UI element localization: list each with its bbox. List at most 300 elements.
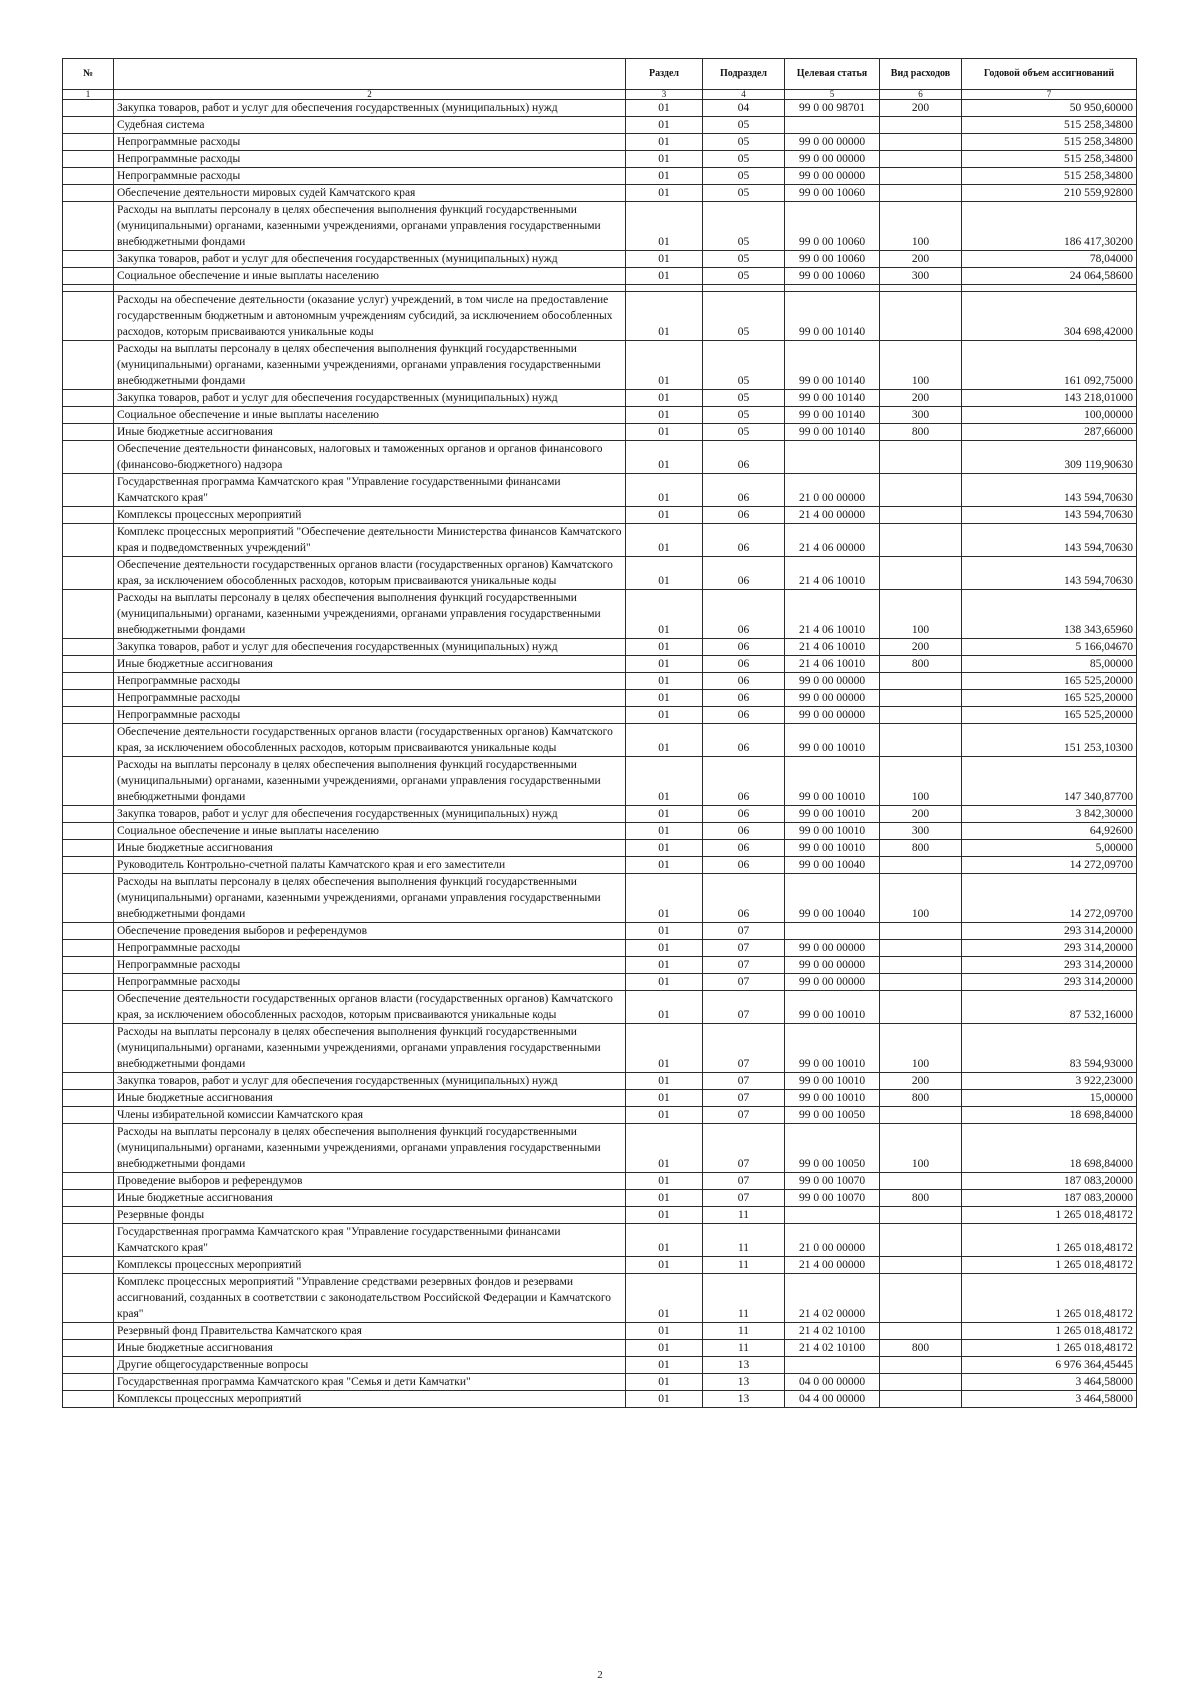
row-num-cell [63, 390, 114, 407]
row-vid-cell [880, 1274, 962, 1323]
row-target-cell: 99 0 00 10060 [785, 202, 880, 251]
row-name-cell: Иные бюджетные ассигнования [114, 1090, 626, 1107]
row-num-cell [63, 991, 114, 1024]
row-target-cell: 21 4 06 10010 [785, 557, 880, 590]
row-name-cell: Социальное обеспечение и иные выплаты населению [114, 268, 626, 285]
row-vid-cell [880, 441, 962, 474]
row-podrazdel-cell: 05 [703, 407, 785, 424]
row-num-cell [63, 151, 114, 168]
row-razdel-cell: 01 [626, 251, 703, 268]
row-name-cell: Непрограммные расходы [114, 168, 626, 185]
table-row [63, 1173, 1137, 1190]
row-target-cell [785, 1207, 880, 1224]
row-vid-cell [880, 507, 962, 524]
table-row [63, 1340, 1137, 1357]
row-amount-cell: 5 166,04670 [962, 639, 1137, 656]
row-name-cell: Непрограммные расходы [114, 690, 626, 707]
row-num-cell [63, 673, 114, 690]
table-row [63, 341, 1137, 390]
row-name-cell: Непрограммные расходы [114, 673, 626, 690]
table-row [63, 823, 1137, 840]
row-num-cell [63, 1274, 114, 1323]
row-vid-cell: 100 [880, 1124, 962, 1173]
table-row [63, 1391, 1137, 1408]
table-row [63, 639, 1137, 656]
table-row [63, 1257, 1137, 1274]
row-vid-cell [880, 707, 962, 724]
table-row [63, 407, 1137, 424]
row-num-cell [63, 874, 114, 923]
row-vid-cell [880, 292, 962, 341]
row-amount-cell: 24 064,58600 [962, 268, 1137, 285]
row-num-cell [63, 806, 114, 823]
row-name-cell: Иные бюджетные ассигнования [114, 840, 626, 857]
row-name-cell: Непрограммные расходы [114, 940, 626, 957]
table-body [63, 59, 1137, 1408]
row-num-cell [63, 1257, 114, 1274]
row-vid-cell [880, 1257, 962, 1274]
row-name-cell: Руководитель Контрольно-счетной палаты Камчатского края и его заместители [114, 857, 626, 874]
row-num-cell [63, 1024, 114, 1073]
row-num-cell [63, 251, 114, 268]
table-row [63, 1124, 1137, 1173]
row-num-cell [63, 202, 114, 251]
row-podrazdel-cell: 04 [703, 100, 785, 117]
column-index-cell: 1 [63, 90, 114, 100]
table-row [63, 840, 1137, 857]
row-amount-cell: 3 842,30000 [962, 806, 1137, 823]
table-row [63, 1224, 1137, 1257]
row-name-cell: Иные бюджетные ассигнования [114, 1340, 626, 1357]
table-row [63, 1090, 1137, 1107]
row-razdel-cell: 01 [626, 474, 703, 507]
row-razdel-cell: 01 [626, 424, 703, 441]
row-razdel-cell: 01 [626, 441, 703, 474]
row-name-cell: Непрограммные расходы [114, 974, 626, 991]
row-podrazdel-cell: 07 [703, 1190, 785, 1207]
spacer-cell [962, 285, 1137, 292]
row-razdel-cell: 01 [626, 991, 703, 1024]
row-amount-cell: 143 594,70630 [962, 474, 1137, 507]
row-razdel-cell: 01 [626, 974, 703, 991]
table-header-row [63, 59, 1137, 90]
row-vid-cell: 100 [880, 757, 962, 806]
row-podrazdel-cell: 06 [703, 590, 785, 639]
row-amount-cell: 3 922,23000 [962, 1073, 1137, 1090]
row-amount-cell: 143 594,70630 [962, 507, 1137, 524]
table-row [63, 424, 1137, 441]
row-vid-cell [880, 940, 962, 957]
row-target-cell: 21 4 06 00000 [785, 524, 880, 557]
row-name-cell: Комплексы процессных мероприятий [114, 1257, 626, 1274]
table-row [63, 940, 1137, 957]
column-index-cell: 3 [626, 90, 703, 100]
row-razdel-cell: 01 [626, 1190, 703, 1207]
row-num-cell [63, 974, 114, 991]
row-name-cell: Государственная программа Камчатского края "Управление государственными финансами Камчатского края" [114, 474, 626, 507]
row-num-cell [63, 590, 114, 639]
row-vid-cell [880, 1374, 962, 1391]
row-amount-cell: 18 698,84000 [962, 1107, 1137, 1124]
row-vid-cell: 800 [880, 424, 962, 441]
row-target-cell: 99 0 00 00000 [785, 690, 880, 707]
table-row [63, 707, 1137, 724]
row-razdel-cell: 01 [626, 1073, 703, 1090]
table-row [63, 390, 1137, 407]
row-podrazdel-cell: 06 [703, 757, 785, 806]
table-row [63, 923, 1137, 940]
row-podrazdel-cell: 06 [703, 823, 785, 840]
table-row [63, 1107, 1137, 1124]
row-num-cell [63, 1340, 114, 1357]
header-vid: Вид расходов [880, 59, 962, 90]
row-amount-cell: 293 314,20000 [962, 974, 1137, 991]
row-razdel-cell: 01 [626, 341, 703, 390]
row-razdel-cell: 01 [626, 1090, 703, 1107]
row-vid-cell: 200 [880, 100, 962, 117]
row-name-cell: Непрограммные расходы [114, 707, 626, 724]
row-amount-cell: 100,00000 [962, 407, 1137, 424]
row-razdel-cell: 01 [626, 1124, 703, 1173]
row-podrazdel-cell: 11 [703, 1274, 785, 1323]
row-razdel-cell: 01 [626, 1340, 703, 1357]
row-vid-cell: 100 [880, 202, 962, 251]
table-row [63, 168, 1137, 185]
row-razdel-cell: 01 [626, 590, 703, 639]
row-vid-cell: 200 [880, 806, 962, 823]
header-num: № [63, 59, 114, 90]
row-num-cell [63, 134, 114, 151]
row-num-cell [63, 1207, 114, 1224]
row-target-cell: 99 0 00 10140 [785, 292, 880, 341]
row-name-cell: Резервный фонд Правительства Камчатского края [114, 1323, 626, 1340]
table-row [63, 507, 1137, 524]
row-amount-cell: 87 532,16000 [962, 991, 1137, 1024]
row-razdel-cell: 01 [626, 507, 703, 524]
row-name-cell: Расходы на выплаты персоналу в целях обеспечения выполнения функций государственными (муниципальными) органами, казенными учреждениями, органами управления государственными внебюджетными фондами [114, 590, 626, 639]
row-amount-cell: 3 464,58000 [962, 1391, 1137, 1408]
row-name-cell: Резервные фонды [114, 1207, 626, 1224]
row-podrazdel-cell: 06 [703, 557, 785, 590]
row-name-cell: Иные бюджетные ассигнования [114, 1190, 626, 1207]
row-vid-cell [880, 1107, 962, 1124]
row-amount-cell: 1 265 018,48172 [962, 1257, 1137, 1274]
row-num-cell [63, 524, 114, 557]
table-row [63, 957, 1137, 974]
row-podrazdel-cell: 05 [703, 268, 785, 285]
table-row [63, 524, 1137, 557]
table-row [63, 202, 1137, 251]
row-amount-cell: 147 340,87700 [962, 757, 1137, 806]
row-num-cell [63, 923, 114, 940]
row-razdel-cell: 01 [626, 806, 703, 823]
row-name-cell: Социальное обеспечение и иные выплаты населению [114, 407, 626, 424]
row-amount-cell: 85,00000 [962, 656, 1137, 673]
header-volume: Годовой объем ассигнований [962, 59, 1137, 90]
row-amount-cell: 287,66000 [962, 424, 1137, 441]
row-vid-cell: 800 [880, 1090, 962, 1107]
row-amount-cell: 14 272,09700 [962, 874, 1137, 923]
row-vid-cell: 100 [880, 874, 962, 923]
row-target-cell: 99 0 00 10010 [785, 806, 880, 823]
spacer-cell [114, 285, 626, 292]
row-razdel-cell: 01 [626, 707, 703, 724]
table-row [63, 1024, 1137, 1073]
row-razdel-cell: 01 [626, 168, 703, 185]
row-podrazdel-cell: 06 [703, 724, 785, 757]
spacer-cell [785, 285, 880, 292]
row-target-cell: 99 0 00 10010 [785, 1090, 880, 1107]
row-amount-cell: 64,92600 [962, 823, 1137, 840]
table-row [63, 251, 1137, 268]
row-num-cell [63, 1357, 114, 1374]
row-razdel-cell: 01 [626, 1323, 703, 1340]
row-target-cell: 99 0 00 00000 [785, 940, 880, 957]
row-podrazdel-cell: 11 [703, 1323, 785, 1340]
budget-table-sheet [62, 58, 1136, 1408]
row-amount-cell: 161 092,75000 [962, 341, 1137, 390]
row-podrazdel-cell: 13 [703, 1374, 785, 1391]
row-num-cell [63, 823, 114, 840]
row-vid-cell: 100 [880, 590, 962, 639]
row-razdel-cell: 01 [626, 656, 703, 673]
row-razdel-cell: 01 [626, 724, 703, 757]
row-name-cell: Комплексы процессных мероприятий [114, 507, 626, 524]
row-podrazdel-cell: 06 [703, 690, 785, 707]
row-vid-cell [880, 1391, 962, 1408]
row-vid-cell: 200 [880, 390, 962, 407]
table-row [63, 1374, 1137, 1391]
row-name-cell: Расходы на выплаты персоналу в целях обеспечения выполнения функций государственными (муниципальными) органами, казенными учреждениями, органами управления государственными внебюджетными фондами [114, 757, 626, 806]
spacer-cell [626, 285, 703, 292]
row-name-cell: Судебная система [114, 117, 626, 134]
table-row [63, 117, 1137, 134]
row-podrazdel-cell: 07 [703, 923, 785, 940]
row-amount-cell: 293 314,20000 [962, 940, 1137, 957]
row-razdel-cell: 01 [626, 1224, 703, 1257]
row-razdel-cell: 01 [626, 1207, 703, 1224]
row-vid-cell [880, 857, 962, 874]
row-target-cell: 99 0 00 10010 [785, 1024, 880, 1073]
row-target-cell: 99 0 00 00000 [785, 974, 880, 991]
row-target-cell: 99 0 00 10060 [785, 185, 880, 202]
row-vid-cell [880, 690, 962, 707]
row-podrazdel-cell: 06 [703, 673, 785, 690]
row-razdel-cell: 01 [626, 268, 703, 285]
row-razdel-cell: 01 [626, 151, 703, 168]
row-vid-cell: 800 [880, 1190, 962, 1207]
row-razdel-cell: 01 [626, 407, 703, 424]
row-name-cell: Закупка товаров, работ и услуг для обеспечения государственных (муниципальных) нужд [114, 806, 626, 823]
row-podrazdel-cell: 11 [703, 1224, 785, 1257]
row-razdel-cell: 01 [626, 639, 703, 656]
row-podrazdel-cell: 06 [703, 656, 785, 673]
header-podrazdel: Подраздел [703, 59, 785, 90]
row-name-cell: Комплекс процессных мероприятий "Управление средствами резервных фондов и резервами ассигнований, созданных в соответствии с законодательством Российской Федерации и Камчатского края" [114, 1274, 626, 1323]
row-razdel-cell: 01 [626, 874, 703, 923]
row-target-cell: 99 0 00 10010 [785, 991, 880, 1024]
row-num-cell [63, 100, 114, 117]
row-razdel-cell: 01 [626, 757, 703, 806]
row-target-cell: 99 0 00 10140 [785, 390, 880, 407]
row-target-cell: 99 0 00 00000 [785, 673, 880, 690]
row-razdel-cell: 01 [626, 100, 703, 117]
row-vid-cell: 800 [880, 1340, 962, 1357]
row-name-cell: Иные бюджетные ассигнования [114, 656, 626, 673]
row-podrazdel-cell: 06 [703, 874, 785, 923]
table-row [63, 292, 1137, 341]
row-num-cell [63, 724, 114, 757]
row-amount-cell: 1 265 018,48172 [962, 1207, 1137, 1224]
row-razdel-cell: 01 [626, 1024, 703, 1073]
row-amount-cell: 1 265 018,48172 [962, 1274, 1137, 1323]
row-name-cell: Государственная программа Камчатского края "Семья и дети Камчатки" [114, 1374, 626, 1391]
row-num-cell [63, 1323, 114, 1340]
row-name-cell: Расходы на выплаты персоналу в целях обеспечения выполнения функций государственными (муниципальными) органами, казенными учреждениями, органами управления государственными внебюджетными фондами [114, 341, 626, 390]
row-amount-cell: 15,00000 [962, 1090, 1137, 1107]
header-name [114, 59, 626, 90]
row-podrazdel-cell: 13 [703, 1357, 785, 1374]
row-target-cell: 21 0 00 00000 [785, 1224, 880, 1257]
row-target-cell: 99 0 00 98701 [785, 100, 880, 117]
row-podrazdel-cell: 06 [703, 857, 785, 874]
row-num-cell [63, 268, 114, 285]
row-vid-cell: 200 [880, 251, 962, 268]
table-row [63, 151, 1137, 168]
row-num-cell [63, 840, 114, 857]
table-row [63, 1207, 1137, 1224]
row-target-cell: 99 0 00 10060 [785, 251, 880, 268]
row-razdel-cell: 01 [626, 857, 703, 874]
row-amount-cell: 14 272,09700 [962, 857, 1137, 874]
row-amount-cell: 1 265 018,48172 [962, 1340, 1137, 1357]
row-razdel-cell: 01 [626, 524, 703, 557]
row-podrazdel-cell: 06 [703, 441, 785, 474]
spacer-cell [880, 285, 962, 292]
row-num-cell [63, 441, 114, 474]
row-num-cell [63, 341, 114, 390]
spacer-row [63, 285, 1137, 292]
row-razdel-cell: 01 [626, 690, 703, 707]
row-razdel-cell: 01 [626, 823, 703, 840]
row-name-cell: Социальное обеспечение и иные выплаты населению [114, 823, 626, 840]
row-vid-cell [880, 168, 962, 185]
spacer-cell [63, 285, 114, 292]
row-amount-cell: 1 265 018,48172 [962, 1323, 1137, 1340]
row-amount-cell: 1 265 018,48172 [962, 1224, 1137, 1257]
row-podrazdel-cell: 05 [703, 390, 785, 407]
row-vid-cell: 100 [880, 341, 962, 390]
row-vid-cell [880, 474, 962, 507]
row-amount-cell: 309 119,90630 [962, 441, 1137, 474]
row-name-cell: Обеспечение деятельности государственных органов власти (государственных органов) Камчатского края, за исключением обособленных расходов, которым присваиваются уникальные коды [114, 557, 626, 590]
row-podrazdel-cell: 06 [703, 507, 785, 524]
row-target-cell: 99 0 00 10070 [785, 1173, 880, 1190]
row-podrazdel-cell: 06 [703, 524, 785, 557]
row-amount-cell: 515 258,34800 [962, 168, 1137, 185]
row-name-cell: Обеспечение деятельности государственных органов власти (государственных органов) Камчатского края, за исключением обособленных расходов, которым присваиваются уникальные коды [114, 724, 626, 757]
row-vid-cell: 300 [880, 268, 962, 285]
row-amount-cell: 515 258,34800 [962, 134, 1137, 151]
row-name-cell: Члены избирательной комиссии Камчатского края [114, 1107, 626, 1124]
row-target-cell: 21 0 00 00000 [785, 474, 880, 507]
row-target-cell: 21 4 02 10100 [785, 1340, 880, 1357]
row-vid-cell: 800 [880, 840, 962, 857]
row-target-cell: 04 4 00 00000 [785, 1391, 880, 1408]
row-podrazdel-cell: 05 [703, 185, 785, 202]
row-vid-cell [880, 117, 962, 134]
row-vid-cell [880, 724, 962, 757]
row-target-cell: 99 0 00 00000 [785, 151, 880, 168]
table-row [63, 673, 1137, 690]
row-amount-cell: 187 083,20000 [962, 1190, 1137, 1207]
row-name-cell: Комплекс процессных мероприятий "Обеспечение деятельности Министерства финансов Камчатского края и подведомственных учреждений" [114, 524, 626, 557]
row-num-cell [63, 1374, 114, 1391]
header-razdel: Раздел [626, 59, 703, 90]
table-row [63, 185, 1137, 202]
row-podrazdel-cell: 05 [703, 134, 785, 151]
row-podrazdel-cell: 06 [703, 840, 785, 857]
row-podrazdel-cell: 13 [703, 1391, 785, 1408]
row-target-cell: 04 0 00 00000 [785, 1374, 880, 1391]
row-num-cell [63, 168, 114, 185]
row-target-cell: 99 0 00 10010 [785, 823, 880, 840]
row-name-cell: Обеспечение деятельности государственных органов власти (государственных органов) Камчатского края, за исключением обособленных расходов, которым присваиваются уникальные коды [114, 991, 626, 1024]
row-podrazdel-cell: 07 [703, 940, 785, 957]
row-name-cell: Расходы на выплаты персоналу в целях обеспечения выполнения функций государственными (муниципальными) органами, казенными учреждениями, органами управления государственными внебюджетными фондами [114, 1124, 626, 1173]
row-target-cell: 21 4 06 10010 [785, 639, 880, 656]
row-razdel-cell: 01 [626, 202, 703, 251]
row-podrazdel-cell: 06 [703, 474, 785, 507]
row-target-cell: 99 0 00 10010 [785, 724, 880, 757]
row-amount-cell: 3 464,58000 [962, 1374, 1137, 1391]
row-num-cell [63, 1224, 114, 1257]
row-target-cell: 99 0 00 10010 [785, 1073, 880, 1090]
row-vid-cell: 100 [880, 1024, 962, 1073]
row-podrazdel-cell: 07 [703, 1124, 785, 1173]
row-name-cell: Закупка товаров, работ и услуг для обеспечения государственных (муниципальных) нужд [114, 1073, 626, 1090]
row-razdel-cell: 01 [626, 1374, 703, 1391]
row-name-cell: Закупка товаров, работ и услуг для обеспечения государственных (муниципальных) нужд [114, 251, 626, 268]
row-vid-cell [880, 524, 962, 557]
row-amount-cell: 151 253,10300 [962, 724, 1137, 757]
table-row [63, 1190, 1137, 1207]
row-target-cell: 99 0 00 10040 [785, 874, 880, 923]
row-vid-cell [880, 991, 962, 1024]
row-num-cell [63, 185, 114, 202]
row-vid-cell: 800 [880, 656, 962, 673]
table-row [63, 656, 1137, 673]
row-razdel-cell: 01 [626, 1173, 703, 1190]
table-row [63, 874, 1137, 923]
row-vid-cell [880, 557, 962, 590]
row-name-cell: Непрограммные расходы [114, 957, 626, 974]
page-number: 2 [597, 1669, 603, 1681]
row-amount-cell: 50 950,60000 [962, 100, 1137, 117]
row-amount-cell: 18 698,84000 [962, 1124, 1137, 1173]
row-vid-cell [880, 1173, 962, 1190]
row-target-cell: 99 0 00 10050 [785, 1124, 880, 1173]
row-vid-cell [880, 923, 962, 940]
table-row [63, 757, 1137, 806]
row-razdel-cell: 01 [626, 292, 703, 341]
row-podrazdel-cell: 11 [703, 1257, 785, 1274]
row-razdel-cell: 01 [626, 1274, 703, 1323]
row-target-cell: 99 0 00 10040 [785, 857, 880, 874]
row-num-cell [63, 690, 114, 707]
column-index-cell: 2 [114, 90, 626, 100]
row-razdel-cell: 01 [626, 390, 703, 407]
